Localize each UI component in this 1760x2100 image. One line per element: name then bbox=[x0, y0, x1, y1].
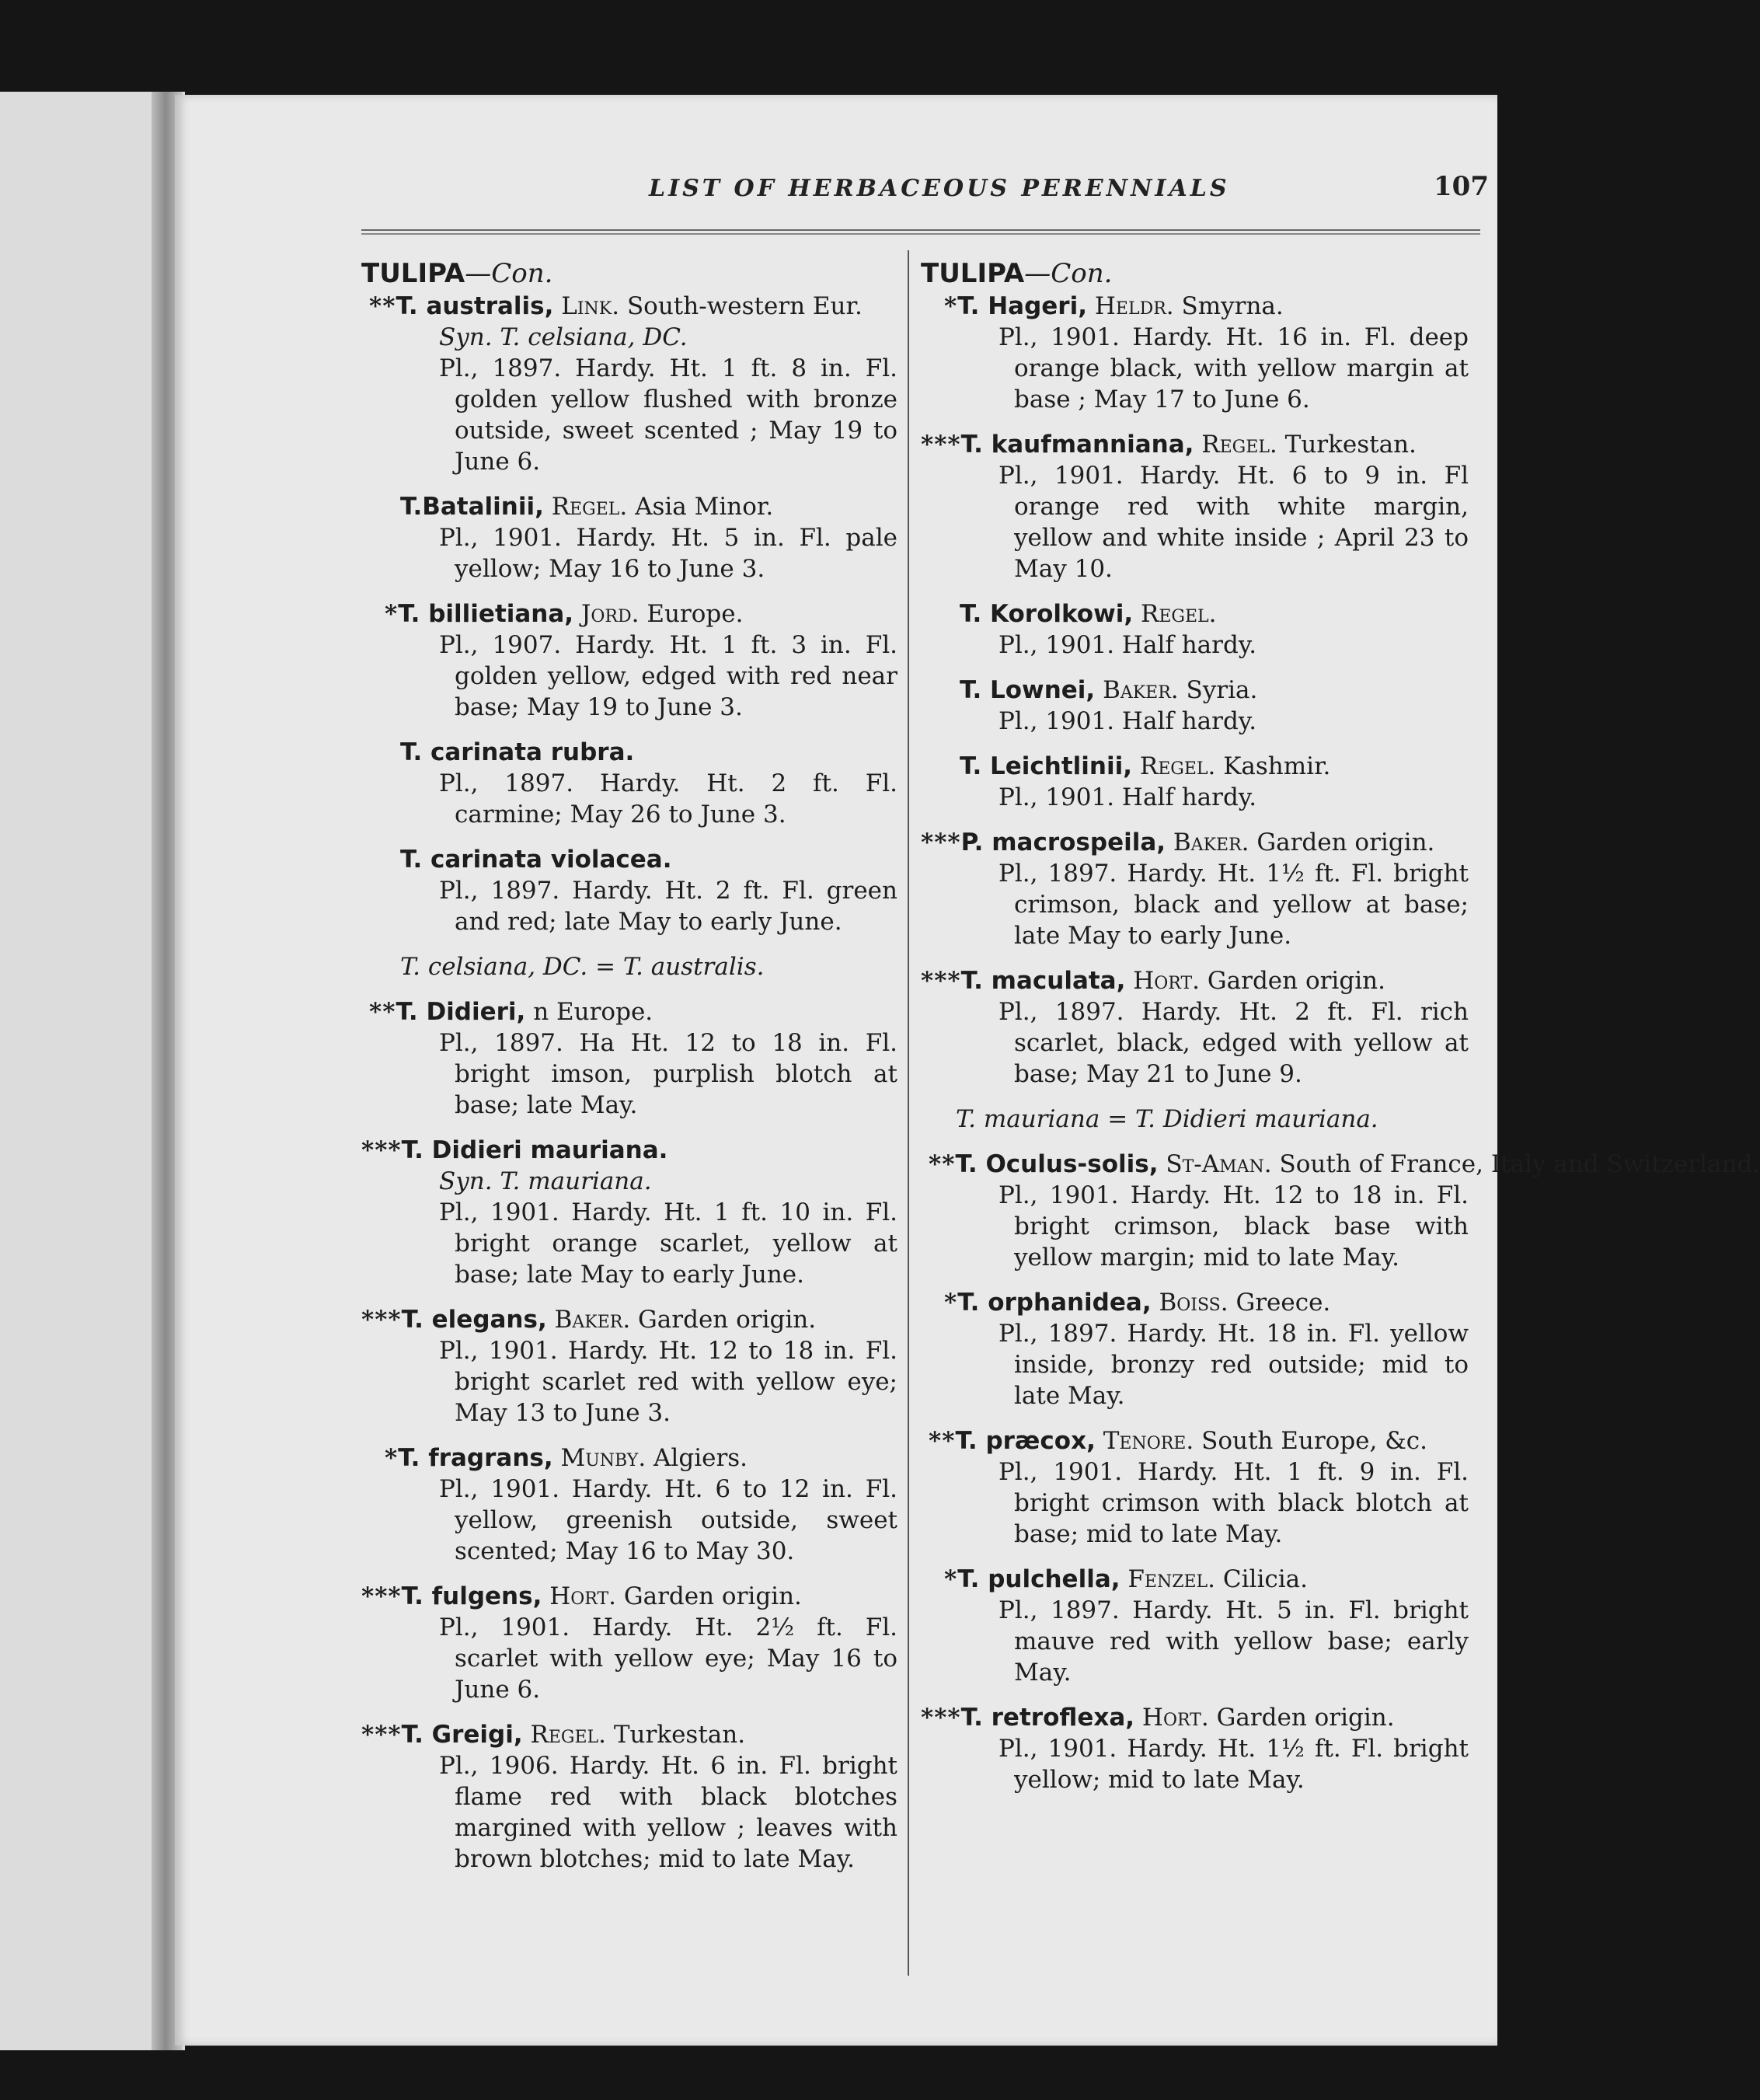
plant-entry bbox=[361, 1581, 897, 1705]
entry-description: Pl., 1901. Half hardy. bbox=[998, 631, 1257, 659]
entry-heading bbox=[361, 1581, 897, 1612]
species-name: T. Greigi, bbox=[401, 1721, 523, 1749]
entry-heading bbox=[361, 1135, 897, 1166]
species-name: T. fragrans, bbox=[398, 1444, 553, 1472]
entry-heading bbox=[921, 675, 1469, 706]
author-name: Munby. bbox=[560, 1444, 646, 1472]
native-region: Turkestan. bbox=[613, 1721, 746, 1749]
species-name: T. billietiana, bbox=[398, 600, 574, 628]
entry-description: Pl., 1901. Hardy. Ht. 6 to 12 in. Fl. yellow, greenish outside, sweet scented; May 16 to May 30. bbox=[439, 1475, 897, 1565]
rating-mark: *** bbox=[361, 1306, 402, 1334]
continued-label: —Con. bbox=[465, 258, 553, 289]
native-region: South-western Eur. bbox=[626, 292, 863, 320]
entry-description: Pl., 1897. Hardy. Ht. 2 ft. Fl. carmine; May 26 to June 3. bbox=[439, 769, 897, 828]
native-region: Algiers. bbox=[653, 1444, 748, 1472]
entry-heading bbox=[361, 1719, 897, 1750]
right-column bbox=[921, 258, 1760, 1809]
author-name: Link. bbox=[561, 292, 620, 320]
author-name: Boiss. bbox=[1159, 1289, 1229, 1317]
species-name: T. Didieri, bbox=[396, 998, 526, 1026]
plant-entry bbox=[921, 675, 1469, 737]
native-region: Turkestan. bbox=[1284, 431, 1417, 459]
synonym: Syn. T. mauriana. bbox=[439, 1167, 652, 1195]
plant-entry bbox=[921, 1149, 1760, 1273]
author-name: Hort. bbox=[549, 1582, 616, 1610]
entry-list bbox=[361, 291, 897, 1875]
rating-mark: * bbox=[385, 1444, 399, 1472]
native-region: Garden origin. bbox=[1216, 1704, 1395, 1732]
entry-description: Pl., 1901. Hardy. Ht. 5 in. Fl. pale yellow; May 16 to June 3. bbox=[439, 524, 897, 583]
left-column bbox=[361, 258, 897, 1889]
native-region: Garden origin. bbox=[1207, 967, 1385, 995]
species-name: T. pulchella, bbox=[957, 1565, 1120, 1593]
native-region: Europe. bbox=[646, 600, 744, 628]
entry-description: Pl., 1901. Hardy. Ht. 1 ft. 10 in. Fl. bright orange scarlet, yellow at base; late May to early June. bbox=[439, 1198, 897, 1289]
entry-heading bbox=[921, 291, 1469, 322]
entry-heading bbox=[921, 965, 1469, 996]
rating-mark: *** bbox=[361, 1582, 402, 1610]
author-name: Regel. bbox=[530, 1721, 606, 1749]
rating-mark: *** bbox=[921, 431, 961, 459]
entry-heading bbox=[361, 598, 897, 630]
genus-heading: TULIPA bbox=[361, 258, 465, 289]
author-name: Regel. bbox=[551, 493, 628, 521]
rating-mark: *** bbox=[361, 1721, 402, 1749]
plant-entry bbox=[361, 1304, 897, 1428]
plant-entry bbox=[361, 491, 897, 584]
rating-mark: ** bbox=[369, 998, 396, 1026]
plant-entry bbox=[921, 429, 1469, 584]
rating-mark: ** bbox=[929, 1150, 956, 1178]
species-name: T. Leichtlinii, bbox=[960, 752, 1133, 780]
native-region: Smyrna. bbox=[1181, 292, 1284, 320]
entry-heading bbox=[921, 827, 1469, 858]
native-region: n Europe. bbox=[533, 998, 653, 1026]
running-head: LIST OF HERBACEOUS PERENNIALS bbox=[649, 175, 1230, 202]
rating-mark: * bbox=[944, 1565, 958, 1593]
author-name: Jord. bbox=[580, 600, 640, 628]
author-name: Regel. bbox=[1140, 600, 1217, 628]
plant-entry bbox=[921, 1564, 1469, 1688]
species-name: T. retroflexa, bbox=[960, 1704, 1135, 1732]
column-heading bbox=[921, 258, 1469, 289]
entry-heading bbox=[361, 1442, 897, 1474]
rating-mark: * bbox=[944, 292, 958, 320]
continued-label: —Con. bbox=[1024, 258, 1113, 289]
column-divider bbox=[908, 250, 909, 1976]
entry-description: Pl., 1901. Half hardy. bbox=[998, 707, 1257, 735]
header-rule bbox=[361, 229, 1480, 235]
author-name: Hort. bbox=[1141, 1704, 1209, 1732]
author-name: Regel. bbox=[1139, 752, 1216, 780]
native-region: Greece. bbox=[1235, 1289, 1331, 1317]
author-name: St-Aman. bbox=[1166, 1150, 1272, 1178]
plant-entry bbox=[921, 1702, 1469, 1795]
rating-mark: *** bbox=[921, 1704, 961, 1732]
plant-entry bbox=[361, 1135, 897, 1290]
author-name: Baker. bbox=[1103, 676, 1179, 704]
species-name: T. Korolkowi, bbox=[960, 600, 1134, 628]
entry-description: Pl., 1897. Hardy. Ht. 2 ft. Fl. rich scarlet, black, edged with yellow at base; May 21 to June 9. bbox=[998, 998, 1469, 1088]
plant-entry bbox=[361, 1719, 897, 1875]
plant-entry bbox=[921, 827, 1469, 951]
native-region: Garden origin. bbox=[1256, 828, 1435, 856]
entry-heading bbox=[361, 1304, 897, 1335]
species-name: T. elegans, bbox=[401, 1306, 547, 1334]
entry-description: Pl., 1901. Half hardy. bbox=[998, 783, 1257, 811]
native-region: Cilicia. bbox=[1222, 1565, 1308, 1593]
plant-entry bbox=[361, 598, 897, 723]
entry-heading bbox=[361, 844, 897, 875]
native-region: Garden origin. bbox=[623, 1582, 802, 1610]
entry-description: Pl., 1901. Hardy. Ht. 12 to 18 in. Fl. bright scarlet red with yellow eye; May 13 to June 3. bbox=[439, 1337, 897, 1427]
author-name: Hort. bbox=[1133, 967, 1201, 995]
entry-description: Pl., 1897. Hardy. Ht. 5 in. Fl. bright mauve red with yellow base; early May. bbox=[998, 1596, 1469, 1687]
entry-description: Pl., 1897. Hardy. Ht. 1½ ft. Fl. bright crimson, black and yellow at base; late May to early June. bbox=[998, 860, 1469, 950]
plant-entry bbox=[921, 1287, 1469, 1411]
species-name: T. Oculus-solis, bbox=[955, 1150, 1159, 1178]
plant-entry bbox=[921, 751, 1469, 813]
entry-description: Pl., 1897. Ha Ht. 12 to 18 in. Fl. bright imson, purplish blotch at base; late May. bbox=[439, 1029, 897, 1119]
book-page bbox=[175, 95, 1760, 2046]
native-region: Asia Minor. bbox=[635, 493, 774, 521]
entry-list bbox=[921, 291, 1760, 1795]
plant-entry bbox=[361, 291, 897, 477]
entry-heading bbox=[921, 598, 1469, 630]
entry-description: Pl., 1901. Hardy. Ht. 6 to 9 in. Fl orange red with white margin, yellow and white inside ; April 23 to May 10. bbox=[998, 462, 1469, 583]
entry-heading bbox=[921, 1702, 1469, 1733]
column-heading bbox=[361, 258, 897, 289]
entry-heading bbox=[361, 491, 897, 522]
entry-heading bbox=[921, 1149, 1760, 1180]
entry-heading bbox=[921, 1425, 1469, 1456]
rating-mark: *** bbox=[921, 967, 961, 995]
species-name: T. maculata, bbox=[960, 967, 1126, 995]
author-name: Fenzel. bbox=[1127, 1565, 1216, 1593]
species-name: T. Didieri mauriana. bbox=[401, 1136, 668, 1164]
cross-reference: T. mauriana = T. Didieri mauriana. bbox=[956, 1105, 1378, 1133]
native-region: South of France, Italy and Switzerland. bbox=[1279, 1150, 1760, 1178]
species-name: T. Lownei, bbox=[960, 676, 1096, 704]
species-name: T. præcox, bbox=[955, 1427, 1096, 1455]
entry-description: Pl., 1897. Hardy. Ht. 18 in. Fl. yellow inside, bronzy red outside; mid to late May. bbox=[998, 1320, 1469, 1410]
entry-description: Pl., 1901. Hardy. Ht. 2½ ft. Fl. scarlet with yellow eye; May 16 to June 6. bbox=[439, 1613, 897, 1704]
species-name: T. carinata violacea. bbox=[400, 846, 672, 874]
entry-description: Pl., 1901. Hardy. Ht. 12 to 18 in. Fl. bright crimson, black base with yellow margin; mid to late May. bbox=[998, 1181, 1469, 1272]
species-name: T. carinata rubra. bbox=[400, 738, 635, 766]
rating-mark: * bbox=[944, 1289, 958, 1317]
author-name: Baker. bbox=[554, 1306, 631, 1334]
species-name: T. fulgens, bbox=[401, 1582, 542, 1610]
plant-entry bbox=[361, 737, 897, 830]
previous-page-edge bbox=[0, 92, 185, 2050]
plant-entry bbox=[921, 1425, 1469, 1550]
species-name: T. Hageri, bbox=[957, 292, 1087, 320]
entry-description: Pl., 1906. Hardy. Ht. 6 in. Fl. bright flame red with black blotches margined with yellow ; leaves with brown blotches; mid to late May. bbox=[439, 1752, 897, 1873]
author-name: Tenore. bbox=[1103, 1427, 1194, 1455]
plant-entry bbox=[361, 996, 897, 1121]
synonym: Syn. T. celsiana, DC. bbox=[439, 323, 688, 351]
native-region: Kashmir. bbox=[1223, 752, 1331, 780]
author-name: Regel. bbox=[1201, 431, 1277, 459]
rating-mark: * bbox=[385, 600, 399, 628]
page-number: 107 bbox=[1434, 171, 1489, 202]
entry-heading bbox=[361, 996, 897, 1027]
species-name: T. orphanidea, bbox=[957, 1289, 1152, 1317]
rating-mark: *** bbox=[361, 1136, 402, 1164]
species-name: T. kaufmanniana, bbox=[960, 431, 1194, 459]
plant-entry bbox=[921, 291, 1469, 415]
species-name: P. macrospeila, bbox=[960, 828, 1166, 856]
entry-description: Pl., 1901. Hardy. Ht. 1 ft. 9 in. Fl. bright crimson with black blotch at base; mid to late May. bbox=[998, 1458, 1469, 1548]
rating-mark: *** bbox=[921, 828, 961, 856]
entry-heading bbox=[361, 737, 897, 768]
cross-reference: T. celsiana, DC. = T. australis. bbox=[400, 953, 765, 981]
native-region: Garden origin. bbox=[638, 1306, 817, 1334]
plant-entry bbox=[361, 844, 897, 937]
author-name: Baker. bbox=[1173, 828, 1249, 856]
native-region: Syria. bbox=[1186, 676, 1258, 704]
author-name: Heldr. bbox=[1094, 292, 1174, 320]
species-name: T. australis, bbox=[396, 292, 554, 320]
entry-description: Pl., 1897. Hardy. Ht. 1 ft. 8 in. Fl. golden yellow flushed with bronze outside, sweet scented ; May 19 to June 6. bbox=[439, 354, 897, 476]
entry-description: Pl., 1901. Hardy. Ht. 1½ ft. Fl. bright yellow; mid to late May. bbox=[998, 1735, 1469, 1794]
entry-description: Pl., 1901. Hardy. Ht. 16 in. Fl. deep orange black, with yellow margin at base ; May 17 to June 6. bbox=[998, 323, 1469, 413]
plant-entry bbox=[921, 965, 1469, 1090]
entry-heading bbox=[361, 291, 897, 322]
plant-entry bbox=[361, 1442, 897, 1567]
entry-heading bbox=[921, 1564, 1469, 1595]
species-name: T.Batalinii, bbox=[400, 493, 544, 521]
entry-heading bbox=[921, 429, 1469, 460]
native-region: South Europe, &c. bbox=[1201, 1427, 1428, 1455]
plant-entry bbox=[921, 598, 1469, 661]
rating-mark: ** bbox=[369, 292, 396, 320]
rating-mark: ** bbox=[929, 1427, 956, 1455]
entry-description: Pl., 1897. Hardy. Ht. 2 ft. Fl. green and red; late May to early June. bbox=[439, 877, 897, 936]
entry-description: Pl., 1907. Hardy. Ht. 1 ft. 3 in. Fl. golden yellow, edged with red near base; May 19 to June 3. bbox=[439, 631, 897, 721]
entry-heading bbox=[921, 1287, 1469, 1318]
entry-heading bbox=[921, 751, 1469, 782]
genus-heading: TULIPA bbox=[921, 258, 1025, 289]
